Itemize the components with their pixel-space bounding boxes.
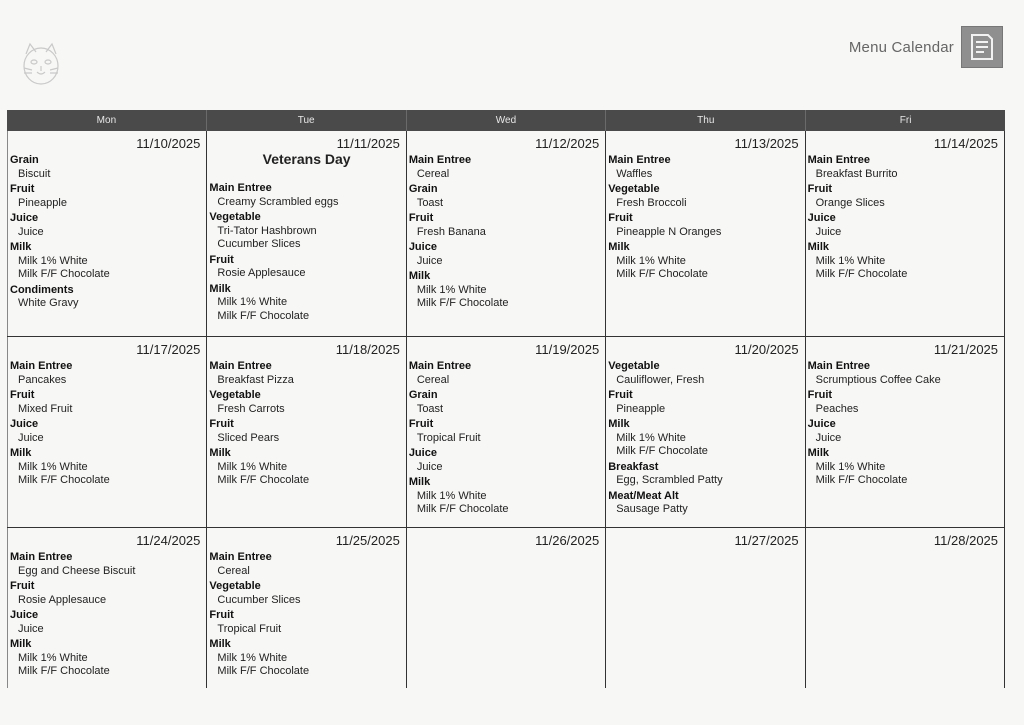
day-cell[interactable] (407, 528, 606, 688)
menu-item: Rosie Applesauce (217, 267, 306, 279)
menu-section (10, 608, 204, 636)
menu-item: Fresh Banana (416, 225, 486, 238)
menu-section (808, 211, 1002, 239)
menu-item: Cauliflower, Fresh (616, 373, 705, 386)
tiger-mascot-logo (18, 40, 64, 90)
menu-item: Scrumptious Coffee Cake (815, 373, 941, 386)
menu-item: Egg, Scrambled Patty (616, 474, 723, 486)
day-date: 11/11/2025 (336, 136, 400, 151)
menu-item: Juice (416, 254, 443, 267)
menu-item: Egg and Cheese Biscuit (18, 564, 136, 577)
day-date: 11/10/2025 (136, 136, 201, 151)
menu-category-label: Main Entree (408, 360, 472, 372)
menu-category-label: Milk (408, 270, 431, 282)
menu-section (209, 210, 403, 252)
menu-item: Fresh Broccoli (616, 196, 687, 209)
menu-item: Milk F/F Chocolate (217, 474, 310, 486)
week-row (7, 337, 1005, 528)
menu-section (808, 240, 1002, 282)
menu-item: Biscuit (18, 167, 51, 180)
day-cell[interactable] (7, 131, 207, 336)
menu-category-label: Juice (10, 609, 39, 621)
day-cell[interactable] (806, 131, 1005, 336)
menu-category-label: Milk (408, 476, 431, 488)
day-cell[interactable] (606, 528, 805, 688)
menu-item: Milk 1% White (18, 460, 88, 473)
weekday-header: Thu (606, 110, 806, 131)
menu-category-label: Juice (10, 418, 39, 430)
menu-item: Peaches (815, 402, 859, 415)
menu-category-label: Fruit (10, 580, 35, 592)
menu-section (409, 359, 603, 387)
menu-category-label: Juice (408, 241, 437, 253)
menu-section (409, 211, 603, 239)
menu-category-label: Fruit (209, 253, 234, 266)
day-date: 11/28/2025 (933, 533, 999, 548)
menu-category-label: Vegetable (608, 360, 660, 372)
menu-item: Tropical Fruit (217, 622, 282, 635)
menu-section (10, 446, 204, 488)
menu-section (409, 153, 603, 181)
day-date: 11/14/2025 (933, 136, 999, 151)
menu-category-label: Milk (209, 447, 231, 459)
menu-item: Cereal (416, 167, 450, 180)
menu-section (209, 181, 403, 209)
menu-item: Rosie Applesauce (18, 593, 107, 606)
menu-category-label: Milk (10, 241, 32, 253)
day-date: 11/19/2025 (535, 342, 600, 357)
menu-section (10, 240, 204, 282)
weekday-header-row (7, 110, 1005, 131)
menu-item: Milk F/F Chocolate (616, 445, 708, 457)
page-title: Menu Calendar (848, 39, 954, 56)
menu-item: Cucumber Slices (217, 238, 301, 250)
day-date: 11/18/2025 (335, 342, 400, 357)
day-cell[interactable] (207, 528, 406, 688)
menu-item: Creamy Scrambled eggs (217, 195, 339, 208)
week-row (7, 131, 1005, 337)
menu-category-label: Fruit (807, 389, 833, 401)
menu-section (808, 417, 1002, 445)
menu-section (10, 388, 204, 416)
menu-item: Milk F/F Chocolate (18, 268, 110, 280)
menu-section (209, 579, 403, 607)
menu-section (10, 637, 204, 679)
menu-section (608, 359, 802, 387)
menu-category-label: Main Entree (408, 154, 472, 166)
menu-category-label: Fruit (608, 389, 633, 401)
menu-category-label: Main Entree (807, 360, 870, 372)
menu-category-label: Fruit (10, 389, 35, 401)
menu-item: Cereal (217, 564, 250, 577)
menu-item: Tropical Fruit (416, 431, 481, 444)
menu-item: Juice (815, 225, 842, 238)
day-cell[interactable] (207, 337, 406, 527)
menu-category-label: Grain (10, 154, 39, 166)
holiday-label: Veterans Day (262, 151, 351, 167)
menu-item: Waffles (616, 167, 653, 180)
menu-category-label: Fruit (10, 183, 35, 195)
menu-section (808, 388, 1002, 416)
menu-category-label: Vegetable (209, 211, 261, 223)
menu-section (10, 182, 204, 210)
menu-category-label: Condiments (10, 283, 74, 296)
menu-section (209, 637, 403, 679)
menu-section (10, 211, 204, 239)
menu-item: Milk F/F Chocolate (18, 665, 110, 677)
menu-item: Milk 1% White (18, 254, 88, 267)
menu-item: Milk F/F Chocolate (217, 309, 310, 322)
menu-category-label: Milk (807, 447, 830, 459)
menu-item: Milk 1% White (416, 283, 487, 296)
menu-item: Sliced Pears (217, 431, 280, 444)
menu-category-label: Juice (807, 418, 836, 430)
menu-category-label: Juice (408, 447, 437, 459)
day-cell[interactable] (806, 337, 1005, 527)
menu-section (409, 417, 603, 445)
menu-section (209, 359, 403, 387)
menu-item: Milk F/F Chocolate (18, 474, 110, 486)
menu-item: Milk 1% White (815, 460, 886, 473)
menu-item: Milk F/F Chocolate (217, 665, 310, 677)
menu-section (409, 446, 603, 474)
menu-section (10, 359, 204, 387)
menu-category-label: Main Entree (209, 182, 272, 194)
menu-section (608, 489, 802, 517)
day-cell[interactable] (407, 337, 606, 527)
menu-category-label: Fruit (209, 609, 234, 621)
day-date: 11/20/2025 (734, 342, 799, 357)
weekday-header: Mon (7, 110, 207, 131)
menu-category-label: Main Entree (10, 551, 73, 563)
menu-category-label: Main Entree (608, 154, 671, 166)
day-date: 11/12/2025 (535, 136, 600, 151)
menu-item: Pancakes (18, 373, 67, 386)
day-cell[interactable] (7, 528, 207, 688)
menu-item: Tri-Tator Hashbrown (217, 224, 317, 237)
menu-item: Milk F/F Chocolate (416, 297, 509, 309)
menu-item: Milk 1% White (416, 489, 487, 502)
menu-category-label: Juice (807, 212, 836, 224)
menu-section (10, 579, 204, 607)
day-date: 11/21/2025 (933, 342, 999, 357)
day-cell[interactable] (407, 131, 606, 336)
menu-category-label: Fruit (408, 212, 434, 224)
menu-document-icon[interactable] (961, 26, 1003, 68)
menu-category-label: Milk (10, 638, 32, 650)
menu-item: Pineapple N Oranges (616, 225, 722, 238)
day-cell[interactable] (606, 131, 805, 336)
menu-category-label: Main Entree (10, 360, 73, 372)
menu-item: Breakfast Pizza (217, 373, 294, 386)
menu-category-label: Main Entree (807, 154, 870, 166)
menu-category-label: Main Entree (209, 360, 272, 372)
weekday-header: Fri (899, 115, 912, 126)
menu-category-label: Milk (608, 418, 630, 430)
day-cell[interactable] (7, 337, 207, 527)
menu-category-label: Grain (408, 389, 438, 401)
menu-item: Milk 1% White (616, 431, 686, 444)
menu-section (608, 460, 802, 488)
menu-section (808, 359, 1002, 387)
menu-section (608, 211, 802, 239)
weekday-header: Tue (207, 110, 407, 131)
day-date: 11/24/2025 (136, 533, 201, 548)
menu-section (808, 182, 1002, 210)
menu-item: Milk F/F Chocolate (815, 268, 908, 280)
menu-section (409, 240, 603, 268)
day-date: 11/17/2025 (136, 342, 201, 357)
menu-section (209, 446, 403, 488)
menu-section (608, 240, 802, 282)
menu-calendar-grid (7, 110, 1005, 688)
menu-section (608, 153, 802, 181)
menu-item: Cereal (416, 373, 450, 386)
menu-item: Milk 1% White (815, 254, 886, 267)
menu-category-label: Fruit (608, 212, 633, 224)
menu-category-label: Vegetable (608, 183, 660, 195)
menu-category-label: Fruit (807, 183, 833, 195)
menu-item: Milk 1% White (217, 460, 288, 473)
menu-item: Juice (18, 431, 44, 444)
menu-section (10, 417, 204, 445)
menu-item: White Gravy (18, 297, 79, 309)
menu-category-label: Fruit (408, 418, 434, 430)
menu-category-label: Main Entree (209, 551, 272, 563)
menu-section (10, 283, 204, 311)
menu-item: Juice (18, 622, 44, 635)
menu-item: Juice (416, 460, 443, 473)
menu-category-label: Juice (10, 212, 39, 224)
menu-item: Toast (416, 196, 444, 209)
day-cell[interactable] (207, 131, 406, 336)
menu-item: Milk F/F Chocolate (416, 503, 509, 515)
menu-item: Juice (18, 225, 44, 238)
menu-item: Milk 1% White (217, 296, 288, 308)
menu-item: Toast (416, 402, 444, 415)
menu-section (10, 550, 204, 578)
menu-section (209, 282, 403, 324)
menu-section (209, 253, 403, 281)
menu-category-label: Milk (608, 241, 630, 253)
menu-section (10, 153, 204, 181)
day-date: 11/13/2025 (734, 136, 799, 151)
menu-category-label: Fruit (209, 418, 234, 430)
menu-section (409, 388, 603, 416)
menu-item: Milk 1% White (18, 651, 88, 664)
day-cell[interactable] (606, 337, 805, 527)
menu-category-label: Milk (10, 447, 32, 459)
menu-item: Orange Slices (815, 196, 885, 209)
menu-item: Milk 1% White (217, 651, 288, 664)
menu-section (209, 388, 403, 416)
menu-item: Cucumber Slices (217, 593, 301, 606)
day-date: 11/26/2025 (535, 533, 600, 548)
menu-section (209, 608, 403, 636)
menu-item: Pineapple (18, 196, 67, 209)
menu-section (608, 182, 802, 210)
menu-section (608, 417, 802, 459)
menu-section (209, 550, 403, 578)
menu-item: Pineapple (616, 402, 666, 415)
menu-section (808, 446, 1002, 488)
menu-category-label: Milk (209, 282, 231, 295)
menu-category-label: Meat/Meat Alt (608, 489, 679, 502)
menu-section (808, 153, 1002, 181)
menu-item: Mixed Fruit (18, 402, 73, 415)
day-date: 11/27/2025 (734, 533, 799, 548)
menu-section (409, 475, 603, 517)
weekday-header: Wed (407, 110, 607, 131)
menu-item: Milk F/F Chocolate (616, 268, 708, 280)
menu-item: Breakfast Burrito (815, 167, 898, 180)
menu-category-label: Milk (807, 241, 830, 253)
menu-item: Milk 1% White (616, 254, 686, 267)
menu-category-label: Grain (408, 183, 438, 195)
menu-section (608, 388, 802, 416)
menu-category-label: Milk (209, 638, 231, 650)
day-cell[interactable] (806, 528, 1005, 688)
menu-section (409, 182, 603, 210)
menu-category-label: Vegetable (209, 580, 261, 592)
menu-item: Juice (815, 431, 842, 444)
menu-item: Milk F/F Chocolate (815, 474, 908, 486)
menu-section (209, 417, 403, 445)
menu-section (409, 269, 603, 311)
menu-category-label: Breakfast (608, 460, 659, 473)
week-row (7, 528, 1005, 688)
day-date: 11/25/2025 (335, 533, 400, 548)
menu-item: Fresh Carrots (217, 402, 285, 415)
menu-item: Sausage Patty (616, 503, 688, 515)
menu-category-label: Vegetable (209, 389, 261, 401)
